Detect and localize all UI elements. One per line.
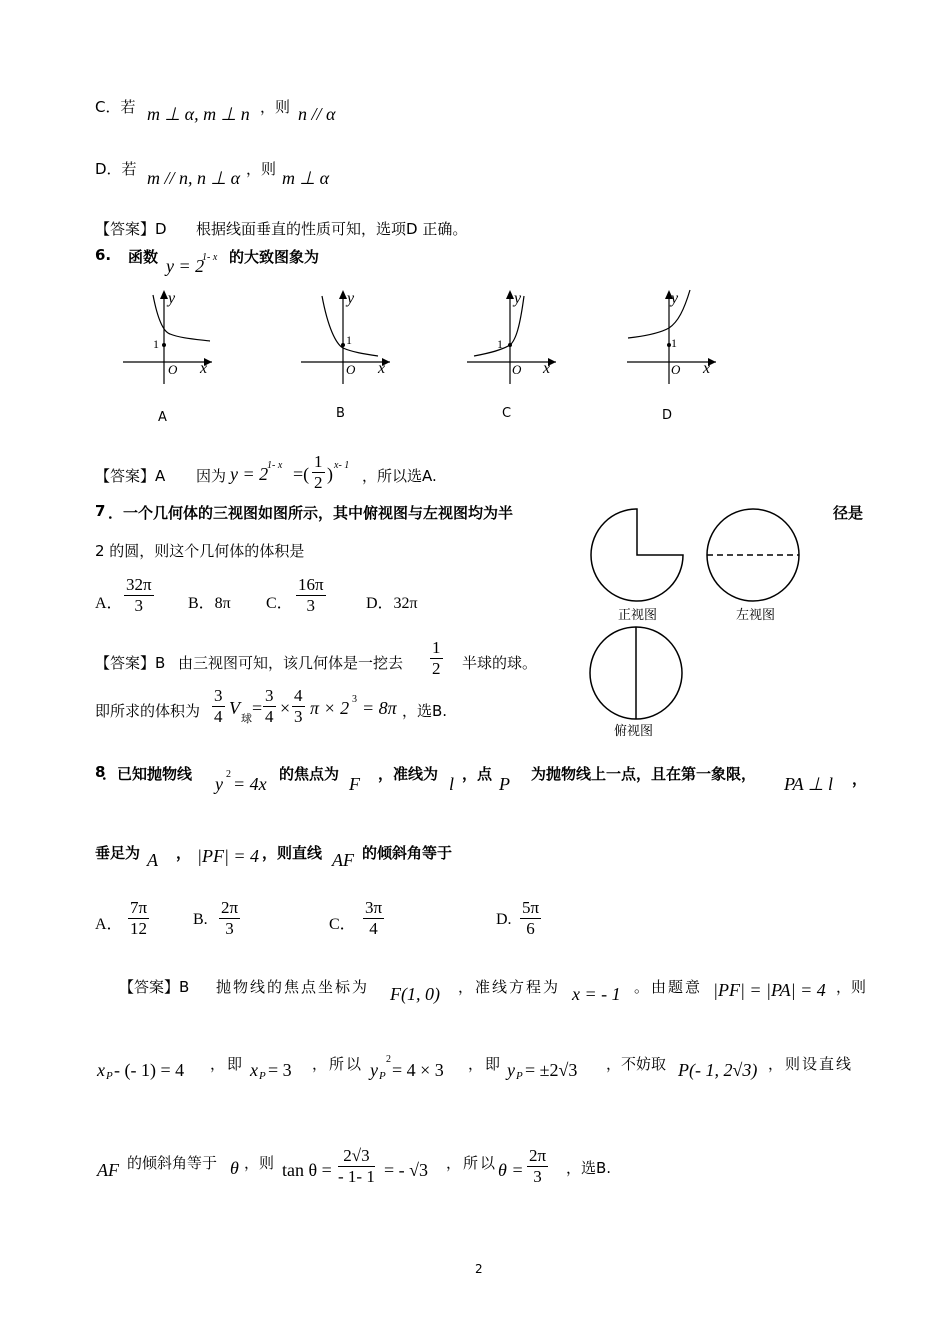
answer-8-l3-theta: θ (230, 1158, 239, 1178)
q8-option-a-den: 12 (130, 919, 148, 938)
answer-6-close: ) (327, 464, 333, 484)
option-c-label: C．若 (95, 98, 136, 116)
answer-7-line2-lead: 即所求的体积为 (95, 702, 201, 720)
question-6-lead: 函数 (128, 248, 159, 266)
answer-8-l3-t2: ，则 (244, 1154, 275, 1172)
answer-8-l2-point: P(- 1, 2√3) (678, 1060, 758, 1080)
answer-7-fraction (430, 638, 443, 679)
answer-8-l2-t3: ，即 (468, 1055, 503, 1073)
q7-option-a-den: 3 (134, 596, 144, 615)
answer-7-tag: 【答案】B (95, 654, 166, 672)
question-8-eq-square: 2 (226, 769, 231, 780)
option-c-math1: m ⊥ α, m ⊥ n (147, 104, 250, 124)
q8-option-b-den: 3 (225, 919, 234, 938)
q7-option-c-label: C． (266, 595, 293, 612)
question-8-F: F (349, 774, 360, 794)
answer-6-tag: 【答案】A (95, 467, 166, 485)
answer-7-frac2-num: 3 (265, 686, 274, 705)
q7-option-c-fraction (296, 575, 326, 616)
answer-8-l1-focus: F(1, 0) (390, 984, 440, 1004)
option-d-sep: ，则 (246, 160, 277, 178)
answer-6-expr: y = 2 (230, 464, 269, 484)
answer-8-l2-xp2-rest: = 3 (268, 1060, 292, 1080)
q8-option-a-label: A． (95, 916, 123, 933)
front-view-shape (591, 509, 683, 601)
answer-7-rest: π × 2 (310, 698, 350, 718)
q7-option-a-label: A． (95, 595, 123, 612)
answer-8-l3-den: - 1- 1 (338, 1167, 375, 1186)
answer-8-l2-xp-sub: P (106, 1070, 113, 1082)
answer-7-frac-num: 1 (432, 638, 441, 657)
answer-5-text: 根据线面垂直的性质可知，选项D 正确。 (196, 220, 468, 238)
page-number: 2 (475, 1262, 483, 1276)
q8-option-c-num: 3π (365, 898, 383, 917)
answer-8-l2-yp-rest: = 4 × 3 (392, 1060, 444, 1080)
answer-6-eq: =( (293, 464, 310, 484)
graph-a-x-label: x (200, 360, 208, 377)
question-8-line2a: 垂足为 (95, 844, 141, 862)
question-8-eq: y (215, 774, 223, 794)
answer-8-tag: 【答案】B (119, 978, 190, 996)
graph-d-x-label: x (703, 360, 711, 377)
graph-b-one: 1 (346, 333, 352, 347)
question-8-pf: |PF| = 4 (197, 846, 260, 866)
q7-option-a-fraction (124, 575, 154, 616)
graph-c-one: 1 (497, 337, 503, 351)
answer-7-tail: 半球的球。 (462, 654, 538, 672)
answer-7-v-sub: 球 (241, 712, 252, 725)
answer-7-frac1-num: 3 (214, 686, 223, 705)
question-7-line1: ．一个几何体的三视图如图所示，其中俯视图与左视图均为半 (108, 504, 514, 522)
option-d-math1: m // n, n ⊥ α (147, 168, 241, 188)
answer-7-v: V (229, 698, 240, 718)
q8-option-d-fraction (520, 898, 541, 939)
answer-8-l1-directrix: x = - 1 (572, 984, 621, 1004)
answer-7-frac3-den: 3 (294, 707, 303, 726)
graph-b-y-label: y (347, 290, 355, 307)
graph-d-caption: D (662, 408, 673, 423)
answer-8-l3-den2: 3 (533, 1167, 542, 1186)
answer-7-cube: 3 (352, 694, 357, 705)
answer-8-l2-yp: y (370, 1060, 378, 1080)
q8-option-d-num: 5π (522, 898, 540, 917)
answer-5-tag: 【答案】D (95, 220, 167, 238)
question-6-exponent: 1- x (202, 252, 218, 263)
answer-8-l3-t4: ，选B. (566, 1159, 612, 1177)
answer-6-exp1: 1- x (267, 460, 283, 471)
q7-option-c-num: 16π (298, 575, 324, 594)
graph-a-caption: A (158, 410, 167, 425)
answer-7-text: 由三视图可知，该几何体是一挖去 (178, 654, 404, 672)
answer-7-frac3-num: 4 (294, 686, 303, 705)
answer-8-l2-yp2-rest: = ±2√3 (525, 1060, 578, 1080)
answer-7-frac-den: 2 (432, 659, 441, 678)
question-7-right: 径是 (833, 504, 864, 522)
graph-c-origin: O (512, 362, 522, 377)
q8-option-c-label: C． (329, 916, 356, 933)
answer-8-l2-t1: ，即 (210, 1055, 245, 1073)
graph-c-y-label: y (514, 290, 522, 307)
question-8-t4: 为抛物线上一点，且在第一象限， (531, 765, 757, 783)
answer-8-l3-theta2: θ = (498, 1160, 524, 1180)
q7-option-b: B．8π (188, 595, 231, 612)
answer-8-l2-yp2: y (507, 1060, 515, 1080)
q8-option-b-fraction (219, 898, 240, 939)
question-8-line2d: 的倾斜角等于 (362, 844, 453, 862)
answer-8-l3-num: 2√3 (338, 1146, 375, 1167)
answer-8-l2-t5: ，则设直线 (768, 1055, 854, 1073)
graph-b-x-label: x (378, 360, 386, 377)
question-6-number: 6. (95, 246, 112, 264)
answer-8-l2-xp-rest: - (- 1) = 4 (114, 1060, 185, 1080)
answer-8-l3-fraction2 (527, 1146, 548, 1187)
graph-b-origin: O (346, 362, 356, 377)
answer-7-frac2-den: 4 (265, 707, 274, 726)
answer-8-l3-af: AF (97, 1160, 119, 1180)
answer-8-l2-yp-sub: P (379, 1070, 386, 1082)
question-8-lead: ．已知抛物线 (102, 765, 193, 783)
left-view-caption: 左视图 (736, 608, 776, 623)
answer-8-l3-num2: 2π (529, 1146, 547, 1165)
question-8-A: A (147, 850, 158, 870)
graph-a-one: 1 (153, 337, 159, 351)
graph-d-one: 1 (671, 336, 677, 350)
option-d-label: D．若 (95, 160, 137, 178)
answer-7-frac3 (292, 686, 305, 727)
question-7-line2: 2 的圆，则这个几何体的体积是 (95, 542, 305, 560)
graph-a-y-label: y (168, 290, 176, 307)
graph-b-caption: B (336, 406, 345, 421)
answer-8-l3-fraction (338, 1146, 375, 1187)
answer-8-l3-t1: 的倾斜角等于 (127, 1154, 218, 1172)
question-8-perp: PA ⊥ l (784, 774, 834, 794)
answer-8-l3-result: = - √3 (384, 1160, 429, 1180)
option-c-sep: ，则 (260, 98, 291, 116)
question-6-tail: 的大致图象为 (229, 248, 320, 266)
q8-option-c-fraction (363, 898, 384, 939)
q8-option-c-den: 4 (369, 919, 378, 938)
top-view-caption: 俯视图 (614, 724, 654, 739)
answer-7-choose: ，选B. (402, 702, 448, 720)
graph-d-y-label: y (671, 290, 679, 307)
answer-8-l2-t4: ，不妨取 (606, 1055, 667, 1073)
answer-6-frac-num: 1 (314, 452, 323, 471)
answer-8-l2-xp2-sub: P (259, 1070, 266, 1082)
q7-option-a-num: 32π (126, 575, 152, 594)
answer-7-times: × (280, 698, 291, 718)
q8-option-d-label: D. (496, 911, 512, 928)
question-8-line2c: ，则直线 (262, 844, 323, 862)
answer-6-lead: 因为 (196, 467, 227, 485)
answer-7-result: = 8π (362, 698, 397, 718)
question-8-comma: ， (852, 770, 868, 788)
question-6-function: y = 2 (166, 256, 205, 276)
question-7-number: 7 (95, 502, 106, 520)
question-8-AF: AF (332, 850, 354, 870)
answer-8-l2-yp-sq: 2 (386, 1054, 391, 1065)
answer-8-l3-t3: ，所以 (446, 1154, 498, 1172)
answer-6-frac-den: 2 (314, 473, 323, 492)
answer-8-l1-t1: 抛物线的焦点坐标为 (216, 978, 370, 996)
answer-8-l1-pf: |PF| = |PA| = 4 (713, 980, 826, 1000)
answer-8-l3-tan: tan θ = (282, 1160, 332, 1180)
question-8-number: 8 (95, 763, 106, 781)
answer-8-l1-t2: ，准线方程为 (458, 978, 561, 996)
q8-option-a-num: 7π (130, 898, 148, 917)
answer-6-tail: ，所以选A. (362, 467, 437, 485)
graph-a-origin: O (168, 362, 178, 377)
answer-8-l1-t4: ，则 (836, 978, 867, 996)
question-8-eq-rest: = 4x (233, 774, 267, 794)
q8-option-b-num: 2π (221, 898, 239, 917)
answer-7-frac1-den: 4 (214, 707, 223, 726)
answer-6-exp2: x- 1 (334, 460, 350, 471)
answer-8-l2-yp2-sub: P (516, 1070, 523, 1082)
q8-option-b-label: B. (193, 911, 208, 928)
answer-8-l2-xp2: x (250, 1060, 258, 1080)
q8-option-a-fraction (128, 898, 149, 939)
answer-6-fraction (312, 452, 325, 493)
q8-option-d-den: 6 (526, 919, 535, 938)
question-8-l: l (449, 774, 455, 794)
answer-7-eq: = (252, 698, 263, 718)
option-c-math2: n // α (298, 104, 336, 124)
answer-7-frac2 (263, 686, 276, 727)
answer-8-l1-t3: 。由题意 (634, 978, 703, 996)
front-view-caption: 正视图 (618, 608, 658, 623)
answer-8-l2-xp: x (97, 1060, 105, 1080)
question-8-P: P (499, 774, 510, 794)
question-8-line2b: ， (176, 844, 192, 862)
graph-d-origin: O (671, 362, 681, 377)
graph-c-caption: C (502, 406, 512, 421)
answer-7-frac1 (212, 686, 225, 727)
question-8-t1: 的焦点为 (279, 765, 340, 783)
question-8-t2: ，准线为 (378, 765, 439, 783)
graph-c-x-label: x (543, 360, 551, 377)
q7-option-d: D．32π (366, 595, 418, 612)
option-d-math2: m ⊥ α (282, 168, 330, 188)
answer-8-l2-t2: ，所以 (312, 1055, 364, 1073)
question-8-t3: ，点 (462, 765, 493, 783)
q7-option-c-den: 3 (306, 596, 316, 615)
